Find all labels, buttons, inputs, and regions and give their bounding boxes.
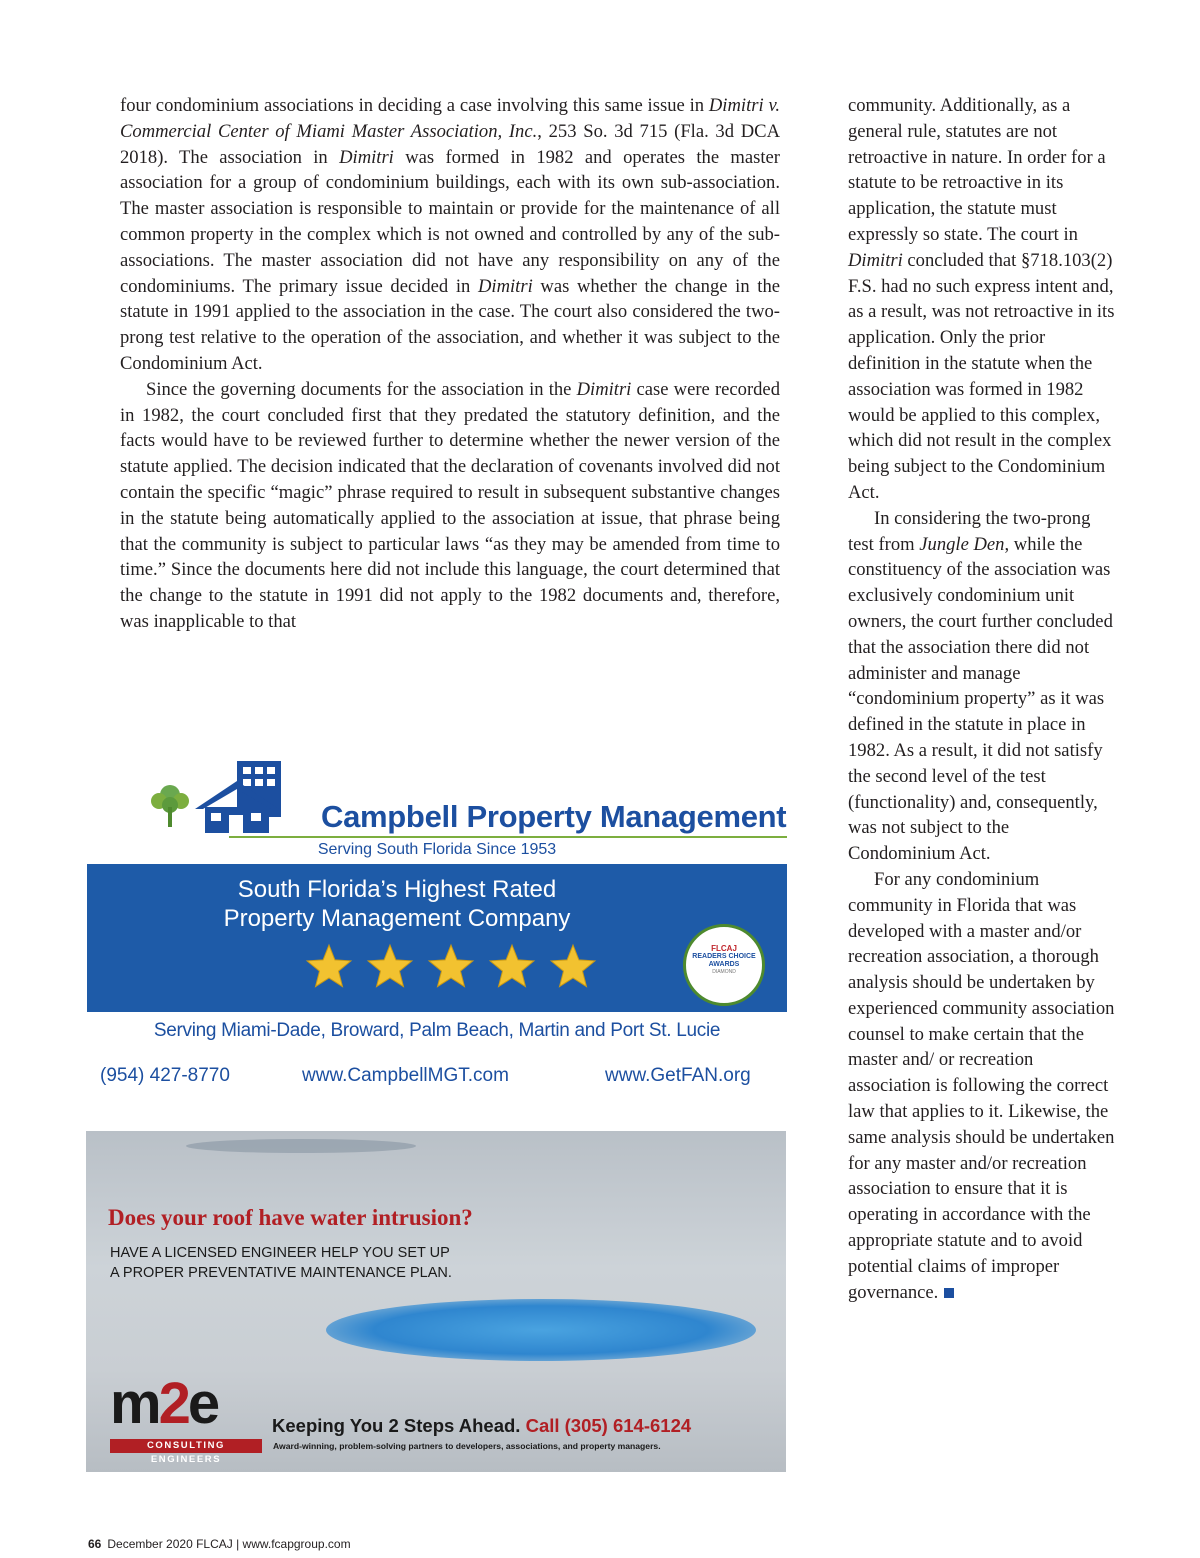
star-icon — [490, 945, 534, 987]
issue-info: December 2020 FLCAJ | www.fcapgroup.com — [107, 1537, 351, 1551]
roof-puddle-image — [326, 1299, 756, 1361]
star-icon — [551, 945, 595, 987]
phone-number[interactable]: (954) 427-8770 — [100, 1065, 230, 1086]
star-icon — [368, 945, 412, 987]
tree-icon — [147, 783, 193, 827]
star-icon — [307, 945, 351, 987]
roof-puddle-image — [186, 1139, 416, 1153]
website-link[interactable]: www.CampbellMGT.com — [302, 1065, 509, 1086]
article-paragraph: For any condominium community in Florida that was developed with a master and/or recreation association, a thorough analysis should be undertaken by experienced community association counsel to make certain that the master and/ or recreation association is following the correct law that applies to it. Likewise, the same analysis should be undertaken for any master and/or recreation association to ensure that it is operating in accordance with the appropriate statute and to avoid potential claims of improper governance. — [848, 868, 1115, 1303]
campbell-advertisement[interactable] — [87, 755, 787, 1095]
m2e-phone[interactable]: Call (305) 614-6124 — [525, 1415, 692, 1436]
page-number: 66 — [88, 1537, 102, 1551]
campbell-blue-banner — [87, 864, 787, 1012]
campbell-logo — [147, 755, 787, 835]
m2e-subhead: HAVE A LICENSED ENGINEER HELP YOU SET UP A PROPER PREVENTATIVE MAINTENANCE PLAN. — [110, 1245, 452, 1281]
page-footer — [88, 1537, 351, 1551]
m2e-slogan: Keeping You 2 Steps Ahead. Call (305) 614-6124 — [272, 1415, 692, 1436]
side-article-column — [848, 93, 1116, 1305]
logo-underline — [229, 836, 787, 838]
service-area-text: Serving Miami-Dade, Broward, Palm Beach, Martin and Port St. Lucie — [153, 1020, 721, 1041]
brand-name: Campbell Property Management — [321, 799, 787, 834]
building-icon — [193, 759, 313, 835]
m2e-logo-subtitle: CONSULTING ENGINEERS — [110, 1439, 262, 1453]
end-of-article-square-icon — [944, 1288, 954, 1298]
m2e-award-line: Award-winning, problem-solving partners to developers, associations, and property managers. — [273, 1441, 661, 1451]
article-paragraph: Since the governing documents for the association in the Dimitri case were recorded in 1982, the court concluded first that they predated the statutory definition, and the facts would have to be reviewed further to determine whether the newer version of the statute applied. The decision indicated that the declaration of covenants involved did not contain the specific “magic” phrase required to result in subsequent substantive changes in the statute being automatically applied to the association at issue, that phrase being that the community is subject to particular laws “as they may be amended from time to time.” Since the documents here did not include this language, the court determined that the change to the statute in 1991 did not apply to the 1982 documents and, therefore, was inapplicable to that — [120, 378, 780, 632]
m2e-advertisement[interactable] — [86, 1131, 786, 1472]
banner-headline-1: South Florida’s Highest Rated — [237, 876, 557, 903]
five-star-rating — [302, 942, 602, 992]
case-citation: Dimitri v. Commercial Center of Miami Master Association, Inc. — [120, 95, 780, 142]
article-paragraph: In considering the two-prong test from Jungle Den, while the constituency of the association was exclusively condominium unit owners, the court further concluded that the association there did not administer and manage “condominium property” as it was defined in the statute in place in 1982. As a result, it did not satisfy the second level of the test (functionality) and, consequently, was not subject to the Condominium Act. — [848, 507, 1113, 865]
star-icon — [429, 945, 473, 987]
m2e-headline: Does your roof have water intrusion? — [108, 1205, 473, 1230]
banner-headline-2: Property Management Company — [223, 905, 571, 932]
readers-choice-badge-icon: FLCAJ READERS CHOICE AWARDS DIAMOND — [683, 924, 765, 1006]
main-article-column — [120, 93, 780, 635]
article-paragraph: four condominium associations in deciding a case involving this same issue in Dimitri v. Commercial Center of Miami Master Association, Inc., 253 So. 3d 715 (Fla. 3d DCA 2018). The association in Dimitri was formed in 1982 and operates the master association for a group of condominium buildings, each with its own sub-association. The master association is responsible to maintain or provide for the maintenance of all common property in the complex which is not owned and controlled by any of the sub-associations. The master association did not have any responsibility on any of the condominiums. The primary issue decided in Dimitri was whether the change in the statute in 1991 applied to the association in the case. The court also considered the two-prong test relative to the operation of the association, and whether it was subject to the Condominium Act. — [120, 95, 780, 374]
article-paragraph: community. Additionally, as a general rule, statutes are not retroactive in nature. In order for a statute to be retroactive in its application, the statute must expressly so state. The court in Dimitri concluded that §718.103(2) F.S. had no such express intent and, as a result, was not retroactive in its application. Only the prior definition in the statute when the association was formed in 1982 would be applied to this complex, which did not result in the complex being subject to the Condominium Act. — [848, 95, 1115, 503]
m2e-logo: m2e — [110, 1371, 218, 1436]
website-link[interactable]: www.GetFAN.org — [605, 1065, 751, 1086]
campbell-tagline: Serving South Florida Since 1953 — [317, 841, 557, 858]
